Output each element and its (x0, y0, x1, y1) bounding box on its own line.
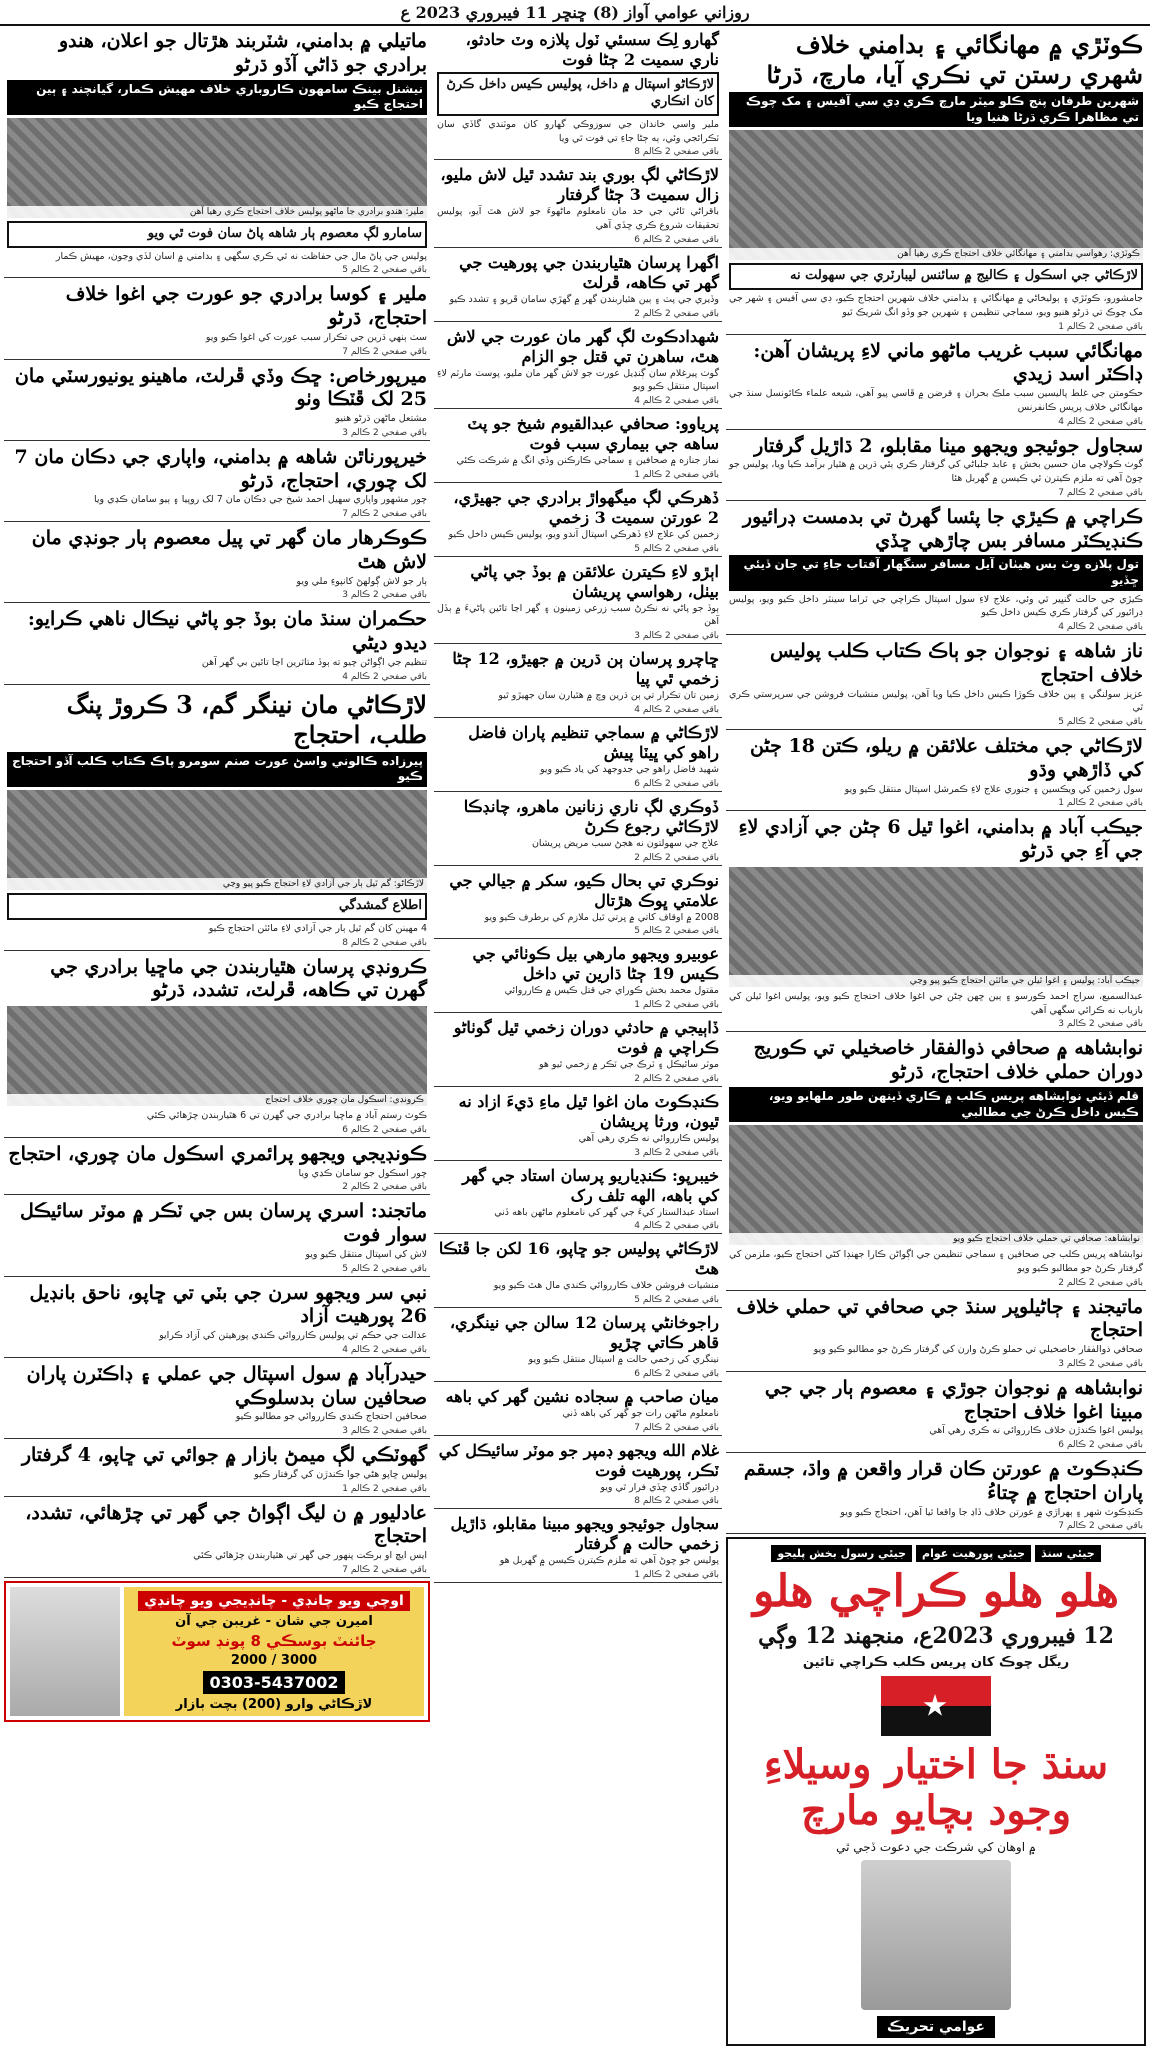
subheadline-bar: شهرين طرفان پنج ڪلو ميٽر مارچ ڪري ڊي سي آفيس ۽ مک چوڪ تي مظاهرا ڪري ڌرڻا هنيا ويا (729, 92, 1143, 127)
headline: مهانگائي سبب غريب ماڻهو ماني لاءِ پريشان آهن: ڊاڪٽر اسد زيدي (753, 339, 1143, 386)
continued-label: باقي صفحي 2 ڪالم 4 (1058, 416, 1143, 427)
continued-label: باقي صفحي 2 ڪالم 4 (634, 396, 719, 407)
right-story-9 (726, 1375, 1146, 1453)
story-body: مقتول محمد بخش ڪوراي جي قتل ڪيس ۾ ڪارروائي (504, 985, 719, 997)
left-story-8 (4, 1141, 430, 1196)
continued-label: باقي صفحي 2 ڪالم 1 (342, 1483, 427, 1494)
headline: ڪونڊيجي ويجهو پرائمري اسڪول مان چوري، احتجاج (8, 1142, 427, 1165)
side-headline: اطلاع گمشدگي (7, 893, 427, 920)
story-body: وڏيري جي پٽ ۽ ٻين هٿياربندن گهر ۾ گهڙي سامان ڦريو ۽ تشدد ڪيو (449, 293, 719, 305)
subheadline-bar: قلم ڏيئي نوابشاهه پريس ڪلب ۾ ڪاري ڏينهن طور ملهايو ويو، ڪيس داخل ڪرڻ جي مطالبي (729, 1087, 1143, 1122)
right-story-10 (726, 1456, 1146, 1534)
headline: اٻڙو لاءِ ڪيترن علائقن ۾ بوڏ جي پاڻي بيٺل، رهواسي پريشان (470, 561, 719, 601)
middle-story-16 (434, 1311, 722, 1382)
headline: حيدرآباد ۾ سول اسپتال جي عملي ۽ ڊاڪٽرن پاران صحافين سان بدسلوڪي (26, 1362, 427, 1409)
continued-label: باقي صفحي 2 ڪالم 1 (634, 1570, 719, 1581)
continued-label: باقي صفحي 2 ڪالم 4 (342, 1344, 427, 1355)
newspaper-page (4, 28, 1146, 2035)
middle-story-13 (434, 1090, 722, 1161)
story-body: سٺ ٻنهي ڌرين جي تڪرار سبب عورت کي اغوا ڪيو ويو (205, 331, 427, 343)
middle-story-6 (434, 560, 722, 645)
continued-label: باقي صفحي 2 ڪالم 8 (634, 1496, 719, 1507)
ad-price: 3000 / 2000 (230, 1652, 318, 1668)
right-story-1 (726, 338, 1146, 430)
headline: ڇاچرو پرسان ٻن ڌرين ۾ جهيڙو، 12 ڄڻا زخمي ٿي پيا (452, 649, 719, 689)
story-body: چور مشهور واپاري سهيل احمد شيخ جي دڪان مان 7 لک روپيا ۽ ٻيو سامان ڪڍي ويا (94, 494, 427, 506)
ad-slogan: هلو هلو ڪراچي هلو (752, 1566, 1120, 1618)
headline: ڏهرڪي لڳ ميگهواڙ برادري جي جهيڙي، 2 عورتن سميت 3 زخمي (453, 487, 719, 527)
left-story-6 (4, 688, 430, 951)
continued-label: باقي صفحي 2 ڪالم 5 (634, 543, 719, 554)
continued-label: باقي صفحي 2 ڪالم 1 (1058, 321, 1143, 332)
continued-label: باقي صفحي 2 ڪالم 7 (634, 1422, 719, 1433)
photo-caption: لاڙڪاڻو: گم ٿيل ٻار جي آزادي لاءِ احتجاج ڪيو پيو وڃي (7, 878, 427, 890)
story-body: لاش کي اسپتال منتقل ڪيو ويو (305, 1248, 427, 1260)
ad-date: 12 فيبروري 2023ع، منجهند 12 وڳي (758, 1622, 1114, 1649)
headline: لاڙڪاڻي پوليس جو ڇاپو، 16 لکن جا ڦٽڪا هٿ (438, 1239, 719, 1279)
continued-label: باقي صفحي 2 ڪالم 1 (634, 1000, 719, 1011)
news-photo (729, 130, 1143, 260)
ad-motto: سنڌ جا اختيار وسيلاءِ وجود بچايو مارچ (763, 1740, 1109, 1834)
continued-label: باقي صفحي 2 ڪالم 1 (1058, 798, 1143, 809)
left-story-2 (4, 363, 430, 441)
side-headline: سامارو لڳ معصوم ٻار شاهه پاڻ سان فوت ٿي ويو (7, 221, 427, 248)
photo-caption: ڪوٽڙي: رهواسي بدامني ۽ مهانگائي خلاف احتجاج ڪري رهيا آهن (729, 248, 1143, 260)
story-body: نينگري کي زخمي حالت ۾ اسپتال منتقل ڪيو ويو (528, 1354, 719, 1366)
story-body: منشيات فروشن خلاف ڪارروائي ڪندي مال هٿ ڪيو ويو (493, 1280, 719, 1292)
continued-label: باقي صفحي 2 ڪالم 4 (1058, 622, 1143, 633)
right-story-8 (726, 1294, 1146, 1372)
right-story-0 (726, 28, 1146, 335)
story-body: پوليس ڇاپو هڻي جوا ڪندڙن کي گرفتار ڪيو (254, 1468, 427, 1480)
left-story-7 (4, 954, 430, 1138)
middle-story-2 (434, 251, 722, 322)
right-story-7 (726, 1035, 1146, 1290)
headline: عوبيرو ويجهو مارهي بيل ڪوٺائي جي ڪيس 19 ڄڻا ڌارين تي داخل (472, 944, 719, 984)
headline: خيبرپو: ڪنڊياريو پرسان استاد جي گهر کي باهه، الهه تلف رک (462, 1165, 719, 1205)
story-body: ايس ايڇ او برڪت پنهور جي گهر تي هٿياربندن چڙهائي ڪئي (193, 1550, 427, 1562)
continued-label: باقي صفحي 2 ڪالم 4 (634, 1221, 719, 1232)
headline: نوابشاهه ۾ صحافي ذوالفقار خاصخيلي تي ڪوريج دوران حملي خلاف احتجاج، ڌرڻو (753, 1037, 1143, 1084)
continued-label: باقي صفحي 2 ڪالم 6 (634, 1368, 719, 1379)
headline: نوابشاهه ۾ نوجوان جوڙي ۽ معصوم ٻار جي جي مبينا اغوا خلاف احتجاج (764, 1376, 1143, 1423)
headline: حڪمران سنڌ مان بوڏ جو پاڻي نيڪال ناهي ڪرايو: ديدو ديڻي (27, 608, 427, 655)
story-body: پوليس جو چوڻ آهي ته ملزم ڪيترن ڪيسن ۾ گهربل هو (499, 1555, 719, 1567)
headline: ڪنڊڪوٽ ۾ عورتن ڪان قرار واقعن ۾ واڌ، جسقم پاران احتجاج ۾ چتاءُ (743, 1458, 1143, 1504)
headline: سجاول جوئيجو ويجهو مينا مقابلو، 2 ڌاڙيل گرفتار (754, 434, 1143, 457)
headline: ڪنڊڪوٽ مان اغوا ٿيل ماءِ ڌيءَ ازاد نه ٿيون، ورثا پريشان (458, 1091, 719, 1131)
continued-label: باقي صفحي 2 ڪالم 5 (342, 1263, 427, 1274)
left-story-12 (4, 1442, 430, 1497)
story-body: علاج جي سهولتون نه هجڻ سبب مريض پريشان (531, 837, 719, 849)
headline: گهارو لِڪ سسئي ٽول پلازه وٽ حادثو، ناري سميت 2 ڄڻا فوت (465, 30, 719, 69)
continued-label: باقي صفحي 2 ڪالم 5 (342, 265, 427, 276)
continued-label: باقي صفحي 2 ڪالم 2 (342, 1182, 427, 1193)
ad-organization: عوامي تحريڪ (877, 2016, 995, 2038)
continued-label: باقي صفحي 2 ڪالم 7 (342, 346, 427, 357)
subheadline-bar: تول پلازه وٽ بس هيٺان آيل مسافر سنگهار آفتاب جاءِ تي جان ڏيئي ڇڏيو (729, 555, 1143, 590)
left-story-11 (4, 1361, 430, 1439)
subheadline-bar: نيشنل بينڪ سامهون ڪاروباري خلاف مهيش ڪمار، گيانچند ۽ ٻين احتجاج ڪيو (7, 80, 427, 115)
headline: گهوٽڪي لڳ ميمڻ بازار ۾ جوائي تي ڇاپو، 4 گرفتار (21, 1444, 427, 1467)
continued-label: باقي صفحي 2 ڪالم 5 (634, 926, 719, 937)
headline: لاڙڪاڻي ۾ سماجي تنظيم پاران فاضل راهو کي ڀيٽا پيش (468, 722, 719, 762)
ad-product: جائنٽ بوسڪي 8 پونڊ سوٽ (171, 1631, 377, 1650)
continued-label: باقي صفحي 2 ڪالم 3 (342, 427, 427, 438)
middle-story-4 (434, 412, 722, 483)
middle-story-1 (434, 163, 722, 248)
ad-subtitle: اميرن جي شان - غريبن جي آن (175, 1613, 373, 1629)
ad-phone: 0303-5437002 (203, 1671, 344, 1694)
side-headline: لاڙڪاڻو اسپتال ۾ داخل، پوليس ڪيس داخل ڪرڻ کان انڪاري (437, 72, 719, 116)
ad-invite: ۾ اوهان کي شرڪت جي دعوت ڏجي ٿي (836, 1839, 1036, 1854)
right-story-4 (726, 638, 1146, 730)
news-photo (729, 867, 1143, 987)
column-right (726, 28, 1146, 2046)
story-body: نوابشاهه پريس ڪلب جي صحافين ۽ سماجي تنظيمن جي اڳواڻن ڪارا جهنڊا کڻي احتجاج ڪيو، ملزمن کي گرفتار ڪرڻ جو مطالبو ڪيو ويو (729, 1249, 1143, 1274)
continued-label: باقي صفحي 2 ڪالم 6 (634, 778, 719, 789)
headline: لاڙڪاڻي جي مختلف علائقن ۾ ريلو، ڪتن 18 ڄڻن کي ڏاڙهي وڌو (749, 735, 1143, 781)
middle-story-15 (434, 1237, 722, 1308)
story-body: حڪومتن جي غلط پاليسين سبب ملڪ بحران ۽ قرضن ۾ ڦاسي پيو آهي، شيعه علماء ڪائونسل سنڌ جي مهانگائي خلاف پريس ڪانفرنس (729, 388, 1143, 413)
left-story-0 (4, 28, 430, 278)
story-body: چور اسڪول جو سامان ڪڍي ويا (298, 1167, 427, 1179)
headline: ڪرونڊي پرسان هٿياربندن جي ماڇيا برادري جي گهرن تي ڪاهه، ڦرلٽ، تشدد، ڌرڻو (50, 955, 427, 1002)
story-body: نماز جنازه ۾ صحافين ۽ سماجي ڪارڪنن وڏي انگ ۾ شرڪت ڪئي (456, 455, 719, 467)
story-body: ملير واسي خاندان جي سوزوڪي گهارو کان موٽندي گاڏي سان ٽڪرائجي وئي، ٻه ڄڻا جاءِ تي فوت ٿي ويا (437, 118, 719, 144)
middle-story-10 (434, 869, 722, 940)
left-story-3 (4, 444, 430, 522)
story-body: گوٺ ڪولاچي مان حسين بخش ۽ عابد جلباڻي کي گرفتار ڪري ٻئي ڌرين ۾ هٿيار برآمد ڪيا ويا، پوليس جو چوڻ آهي ته ملزم ڪيترن ئي ڪيسن ۾ گهربل هئا (729, 459, 1143, 485)
headline: ڪراچي ۾ ڪيڙي جا پئسا گهرڻ تي بدمست ڊرائيور ڪنڊيڪٽر مسافر بس چاڙهي ڇڏي (742, 505, 1143, 552)
continued-label: باقي صفحي 2 ڪالم 2 (1058, 1277, 1143, 1288)
right-story-6 (726, 814, 1146, 1032)
story-body: تنظيم جي اڳواڻن چيو ته ٻوڏ متاثرين اڃا تائين بي گهر آهن (201, 656, 427, 668)
cloth-shop-ad (4, 1581, 430, 1722)
ad-tags (771, 1545, 1100, 1562)
headline: عادليور ۾ ن ليگ اڳواڻ جي گهر تي چڙهائي، تشدد، احتجاج (25, 1501, 427, 1548)
right-story-3 (726, 504, 1146, 635)
continued-label: باقي صفحي 2 ڪالم 6 (634, 234, 719, 245)
continued-label: باقي صفحي 2 ڪالم 5 (634, 1295, 719, 1306)
headline: ڪوڪرهار مان گهر تي پيل معصوم ٻار جونڊي مان لاش هٿ (31, 527, 427, 573)
left-story-4 (4, 525, 430, 603)
story-body: 2008 ۾ اوقاف کاتي ۾ ڀرتي ٿيل ملازم کي برطرف ڪيو ويو (484, 911, 719, 923)
news-photo (729, 1125, 1143, 1245)
middle-story-17 (434, 1385, 722, 1436)
middle-story-12 (434, 1016, 722, 1087)
headline: شهدادڪوٽ لڳ گهر مان عورت جي لاش هٿ، ساهرن تي قتل جو الزام (446, 326, 719, 366)
story-body: ڪنڊڪوٽ شهر ۽ ٻهراڙي ۾ عورتن خلاف ڏاڍ جا واقعا ٿيا آهن، احتجاج ڪيو ويو (840, 1506, 1143, 1518)
middle-story-19 (434, 1512, 722, 1583)
headline: ماتيجند ۽ ڄاڻيلوپر سنڌ جي صحافي تي حملي خلاف احتجاج (736, 1295, 1143, 1342)
continued-label: باقي صفحي 2 ڪالم 8 (634, 147, 719, 158)
continued-label: باقي صفحي 2 ڪالم 7 (342, 509, 427, 520)
news-photo (7, 118, 427, 218)
story-body: پوليس اغوا ڪندڙن خلاف ڪارروائي نه ڪري رهي آهي (929, 1425, 1143, 1437)
story-body: عزيز سولنگي ۽ ٻين خلاف ڪوڙا ڪيس داخل ڪيا ويا آهن، پوليس منشيات فروشن جي سرپرستي ڪري ٿي (729, 688, 1143, 714)
headline: ڏوڪري لڳ ناري زنانين ماهرو، چانڊڪا لاڙڪاڻي رجوع ڪرڻ (463, 796, 719, 836)
continued-label: باقي صفحي 2 ڪالم 5 (1058, 717, 1143, 728)
ad-content (124, 1587, 424, 1716)
story-body: جامشورو، ڪوٽڙي ۽ ٻوليخاڻي ۾ مهانگائي ۽ بدامني خلاف شهرين احتجاج ڪيو، ڊي سي آفيس ۽ شهر جي مک چوڪ تي ڌرڻو هنيو ويو، سماجي تنظيمن ۽ شهرين جو وڏو انگ شريڪ ٿيو (729, 293, 1143, 318)
story-body: صحافي ذوالفقار خاصخيلي تي حملو ڪرڻ وارن کي گرفتار ڪرڻ جو مطالبو ڪيو ويو (813, 1344, 1143, 1356)
continued-label: باقي صفحي 2 ڪالم 7 (342, 1564, 427, 1575)
headline: ڪوٽڙي ۾ مهانگائي ۽ بدامني خلاف شهري رستن تي نڪري آيا، مارچ، ڌرڻا (766, 30, 1143, 89)
party-flag-icon (881, 1676, 991, 1736)
headline: نبي سر ويجهو سرن جي بٽي تي ڇاپو، ناحق بانڊيل 26 پورهيت آزاد (29, 1281, 427, 1328)
ad-tag: جيئي سنڌ (1035, 1545, 1101, 1562)
photo-caption: جيڪب آباد: پوليس ۽ اغوا ٿيلن جي مائٽن احتجاج ڪيو پيو وڃي (729, 975, 1143, 987)
continued-label: باقي صفحي 2 ڪالم 6 (1058, 1440, 1143, 1451)
headline: ميان صاحب ۾ سجاده نشين گهر کي باهه (445, 1386, 719, 1406)
middle-story-9 (434, 795, 722, 866)
continued-label: باقي صفحي 2 ڪالم 8 (342, 937, 427, 948)
column-middle (434, 28, 722, 2046)
story-body: زمين تان تڪرار تي ٻن ڌرين وچ ۾ هٿيارن سان جهيڙو ٿيو (498, 690, 719, 702)
headline: ماتيلي ۾ بدامني، شٽربند هڙتال جو اعلان، هندو برادري جو ڌاڻي آڏو ڌرڻو (59, 30, 427, 76)
headline: لاڙڪاڻي مان نينگر گم، 3 ڪروڙ پنگ طلب، احتجاج (66, 689, 427, 749)
side-headline: لاڙڪاڻي جي اسڪول ۽ ڪاليج ۾ سائنس ليبارٽري جي سهولت نه (729, 263, 1143, 290)
middle-story-8 (434, 721, 722, 792)
continued-label: باقي صفحي 2 ڪالم 7 (1058, 487, 1143, 498)
middle-story-11 (434, 942, 722, 1013)
story-body: سول زخمين کي ويڪسين ۽ جنوري علاج لاءِ ڪمرشل اسپتال منتقل ڪيو ويو (844, 783, 1143, 795)
photo-caption: ڪرونڊي: اسڪول مان چوري خلاف احتجاج (7, 1094, 427, 1106)
right-story-5 (726, 733, 1146, 811)
story-body: ڊرائيور گاڏي ڇڏي فرار ٿي ويو (600, 1481, 719, 1493)
column-left (4, 28, 430, 2046)
middle-story-0 (434, 28, 722, 160)
headline: سجاول جوئيجو ويجهو مبينا مقابلو، ڌاڙيل زخمي حالت ۾ گرفتار (450, 1514, 719, 1554)
ad-place: ريگل چوڪ کان پريس ڪلب ڪراچي تائين (802, 1654, 1070, 1670)
continued-label: باقي صفحي 2 ڪالم 1 (634, 469, 719, 480)
headline: نوڪري تي بحال ڪيو، سکر ۾ جيالي جي علامتي ڀوڪ هڙتال (449, 870, 719, 910)
continued-label: باقي صفحي 2 ڪالم 2 (634, 308, 719, 319)
headline: ميرپورخاص: ڇڪ وڏي ڦرلٽ، ماهينو يونيورسٽي مان 25 لک ڦٽڪا وٺو (14, 364, 427, 411)
story-body: ڪيڙي جي حالت گنڀير ٿي وئي، علاج لاءِ سول اسپتال ڪراچي جي ٽراما سينٽر داخل ڪيو ويو، پوليس ڊرائيور کي گرفتار ڪري ڪيس داخل ڪيو (729, 593, 1143, 619)
right-story-2 (726, 433, 1146, 501)
photo-caption: ملير: هندو برادري جا ماڻهو پوليس خلاف احتجاج ڪري رهيا آهن (7, 206, 427, 218)
story-body: زخمين کي علاج لاءِ ڏهرڪي اسپتال آندو ويو، پوليس ڪيس داخل ڪيو (448, 528, 719, 540)
continued-label: باقي صفحي 2 ڪالم 3 (342, 590, 427, 601)
story-body: مشتعل ماڻهن ڌرڻو هنيو (335, 413, 427, 425)
story-body: گوٺ پيرغلام سان ڳنڍيل عورت جو لاش گهر مان مليو، پوسٽ مارٽم لاءِ اسپتال منتقل ڪيو ويو (437, 367, 719, 393)
continued-label: باقي صفحي 2 ڪالم 4 (634, 704, 719, 715)
leader-portrait (861, 1860, 1011, 2010)
headline: ڏاٻيجي ۾ حادثي دوران زخمي ٿيل گوٺاڻو ڪراچي ۾ فوت (453, 1018, 719, 1058)
left-story-5 (4, 606, 430, 684)
story-body: باقراڻي ٿاڻي جي حد مان نامعلوم ماڻهوءَ جو لاش هٿ آيو، پوليس تحقيقات شروع ڪري ڇڏي آهي (437, 206, 719, 232)
political-rally-ad (726, 1537, 1146, 2045)
ad-title: اوچي ويو چانڊي - چانڊيجي ويو چانڊي (138, 1591, 410, 1611)
story-body: 4 مهينن کان گم ٿيل ٻار جي آزادي لاءِ مائٽن احتجاج ڪيو (208, 922, 427, 934)
continued-label: باقي صفحي 2 ڪالم 3 (634, 1147, 719, 1158)
photo-caption: نوابشاهه: صحافي تي حملي خلاف احتجاج ڪيو ويو (729, 1233, 1143, 1245)
continued-label: باقي صفحي 2 ڪالم 3 (1058, 1019, 1143, 1030)
headline: ملير ۽ کوسا برادري جو عورت جي اغوا خلاف احتجاج، ڌرڻو (65, 283, 427, 330)
headline: ناز شاهه ۽ نوجوان جو ٻاڪ ڪتاب ڪلب پوليس خلاف احتجاج (770, 640, 1143, 686)
middle-story-5 (434, 486, 722, 557)
headline: خيرپورناٿن شاهه ۾ بدامني، واپاري جي دڪان مان 7 لک چوري، احتجاج، ڌرڻو (14, 445, 427, 492)
news-photo (7, 1006, 427, 1106)
continued-label: باقي صفحي 2 ڪالم 2 (634, 852, 719, 863)
story-body: پوليس جي پاڻ مال جي حفاظت نه ٿي ڪري سگهي ۽ بدامني ۾ اسان لڏي وڃون، مهيش ڪمار (55, 250, 427, 262)
headline: جيڪب آباد ۾ بدامني، اغوا ٿيل 6 ڄڻن جي آزادي لاءِ جي آءِ جي ڌرڻو (738, 816, 1143, 863)
headline: راجوخانڻي پرسان 12 سالن جي نينگري، قاهر ڪاتي چڙيو (449, 1313, 719, 1353)
story-body: عبدالسميع، سراج احمد ڪورسو ۽ ٻين ڇهن ڄڻن جي اغوا خلاف احتجاج ڪيو ويو، پوليس اغوا ٿيلن کي بازياب نه ڪرائي سگهي آهي (729, 990, 1143, 1016)
continued-label: باقي صفحي 2 ڪالم 3 (1058, 1358, 1143, 1369)
story-body: ٻوڏ جو پاڻي نه نڪرڻ سبب زرعي زمينون ۽ گهر اڃا تائين پاڻيءَ ۾ ٻڏل آهن (437, 602, 719, 628)
middle-story-14 (434, 1164, 722, 1235)
story-body: ڪوٽ رستم آباد ۾ ماڇيا برادري جي گهرن تي 6 هٿياربندن چڙهائي ڪئي (146, 1110, 427, 1122)
masthead: روزاني عوامي آواز (8) ڇنڇر 11 فيبروري 2023 ع (0, 0, 1150, 26)
left-story-9 (4, 1198, 430, 1276)
headline: لاڙڪاڻي لڳ بوري بند تشدد ٿيل لاش مليو، زال سميت 3 ڄڻا گرفتار (440, 165, 719, 205)
headline: غلام الله ويجهو ڊمپر جو موٽر سائيڪل کي ٽڪر، پورهيت فوت (438, 1440, 719, 1480)
story-body: ٻار جو لاش ڳولهڻ کانپوءِ ملي ويو (296, 575, 427, 587)
story-body: پوليس ڪارروائي نه ڪري رهي آهي (578, 1132, 719, 1144)
continued-label: باقي صفحي 2 ڪالم 6 (342, 1124, 427, 1135)
continued-label: باقي صفحي 2 ڪالم 2 (634, 1073, 719, 1084)
subheadline-bar: پيرزاده ڪالوني واسڻ عورت صنم سومرو پاڪ ڪتاب ڪلب آڏو احتجاج ڪيو (7, 752, 427, 787)
news-photo (7, 790, 427, 890)
story-body: صحافين احتجاج ڪندي ڪارروائي جو مطالبو ڪيو (235, 1411, 427, 1423)
story-body: استاد عبدالستار کيءَ جي گهر کي نامعلوم ماڻهن باهه ڏني (494, 1206, 719, 1218)
left-story-13 (4, 1500, 430, 1578)
ad-caption: لاڙڪاڻي وارو (200) بچت بازار (175, 1696, 373, 1712)
story-body: عدالت جي حڪم تي پوليس ڪارروائي ڪندي پورهيتن کي آزاد ڪرايو (159, 1330, 427, 1342)
story-body: شهيد فاضل راهو جي جدوجهد کي ياد ڪيو ويو (539, 763, 719, 775)
headline: ماتجند: اسري پرسان بس جي ٽڪر ۾ موٽر سائيڪل سوار فوت (19, 1200, 427, 1247)
continued-label: باقي صفحي 2 ڪالم 3 (634, 631, 719, 642)
advertiser-photo (10, 1587, 120, 1716)
headline: پرياوو: صحافي عبدالقيوم شيخ جو پٽ ساهه جي بيماري سبب فوت (467, 414, 719, 454)
continued-label: باقي صفحي 2 ڪالم 4 (342, 671, 427, 682)
headline: اگهرا پرسان هٿياربندن جي پورهيت جي گهر تي ڪاهه، ڦرلٽ (459, 252, 719, 292)
story-body: موٽر سائيڪل ۽ ٽرڪ جي ٽڪر ۾ زخمي ٿيو هو (538, 1059, 719, 1071)
left-story-10 (4, 1280, 430, 1358)
story-body: نامعلوم ماڻهن رات جو گهر کي باهه ڏني (562, 1407, 719, 1419)
middle-story-18 (434, 1439, 722, 1510)
middle-story-7 (434, 647, 722, 718)
ad-tag: جيئي رسول بخش پليجو (771, 1545, 912, 1562)
continued-label: باقي صفحي 2 ڪالم 7 (1058, 1521, 1143, 1532)
left-story-1 (4, 281, 430, 359)
ad-tag: جيئي پورهيت عوام (916, 1545, 1031, 1562)
middle-story-3 (434, 325, 722, 410)
continued-label: باقي صفحي 2 ڪالم 3 (342, 1426, 427, 1437)
